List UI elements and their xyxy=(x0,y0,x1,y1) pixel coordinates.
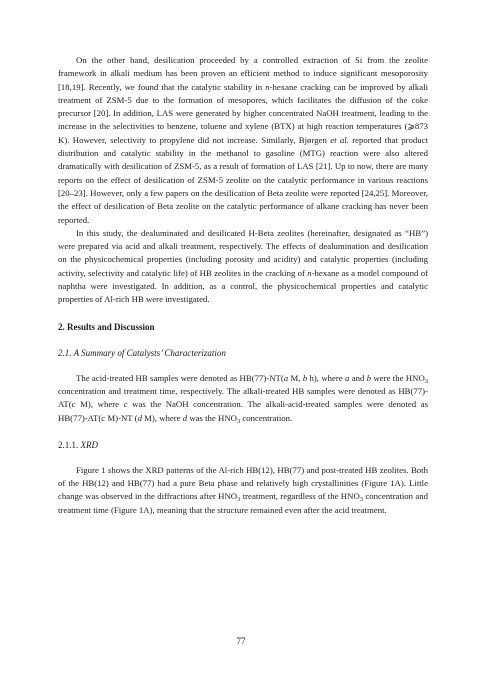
text-run: concentration. xyxy=(240,412,293,423)
text-run: The acid-treated HB samples were denoted as HB(77)-NT( xyxy=(76,372,284,383)
italic-run: c xyxy=(123,399,128,410)
text-run: h), where xyxy=(307,372,346,383)
italic-run: c xyxy=(101,412,106,423)
text-run: In this study, the dealuminated and desilicated H-Beta zeolites (hereinafter, designated as “HB”) were prepared via acid and alkali treatment, respectively. The effects of dealumination and desilication on the physicochemical properties (including porosity and acidity) and catalytic properties (including activity, selectivity and catalytic life) of HB zeolites in the cracking of xyxy=(58,227,428,278)
subscript-run: 3 xyxy=(237,496,241,504)
italic-run: et al. xyxy=(330,134,349,145)
text-run: M)-NT ( xyxy=(105,412,138,423)
text-run: was the HNO xyxy=(187,412,237,423)
text-run: M), where xyxy=(75,399,124,410)
text-run: -hexane cracking can be improved by alkali treatment of ZSM-5 due to the formation of mesopores, which facilitates the diffusion of the coke precursor [20]. In addition, LAS were generated by higher concentrated NaOH treatment, leading to the increase in the selectivities to benzene, toluene and xylene (BTX) at high reaction temperatures (⩾873 K). However, selectivity to propylene did not increase. Similarly, Bjørgen xyxy=(58,81,429,145)
text-run: Figure 1 shows the XRD patterns of the Al-rich HB(12), HB(77) and post-treated HB zeolites. Both of the HB(12) and HB(77) had a pure Beta phase and relatively high crystallinities (Figure 1A). Little change was observed in the diffractions after HNO xyxy=(58,464,428,502)
paragraph-sample-naming xyxy=(58,372,428,425)
italic-run: n xyxy=(265,81,270,92)
italic-run: a xyxy=(283,372,289,383)
text-run: M), where xyxy=(141,412,183,423)
paragraph-this-study xyxy=(58,227,428,307)
text-run: treatment, regardless of the HNO xyxy=(240,491,360,502)
page-number: 77 xyxy=(236,636,246,646)
italic-run: d xyxy=(182,412,188,423)
italic-run: b xyxy=(302,372,308,383)
text-run: On the other hand, desilication proceeded by a controlled extraction of Si from the zeolite framework in alkali medium has been proven an efficient method to induce significant mesoporosity [18,19]. Recently, we found that the catalytic stability in xyxy=(58,55,428,92)
text-run: and xyxy=(349,372,367,383)
subscript-run: 3 xyxy=(424,377,429,385)
text-run: was the NaOH concentration. The alkali-acid-treated samples were denoted as HB(77)-AT( xyxy=(58,399,428,423)
italic-run: d xyxy=(137,412,142,423)
text-run: M, xyxy=(288,372,303,383)
italic-run: b xyxy=(366,372,372,383)
italic-run: a xyxy=(345,372,350,383)
subscript-run: 3 xyxy=(359,496,364,504)
subsection-heading: 2.1. A Summary of Catalysts’ Characterization xyxy=(58,347,226,358)
paragraph-desilication xyxy=(58,54,428,227)
heading-number: 2.1.1. xyxy=(58,439,79,450)
heading-title: XRD xyxy=(80,439,98,450)
text-run: were the HNO xyxy=(371,372,425,383)
text-run: -hexane as a model compound of naphtha were investigated. In addition, as a control, the physicochemical properties and catalytic properties of Al-rich HB were investigated. xyxy=(58,267,428,305)
italic-run: n xyxy=(307,267,312,278)
subsubsection-heading xyxy=(58,439,428,452)
text-run: concentration and treatment time (Figure 1A), meaning that the structure remained even after the acid treatment. xyxy=(58,491,428,515)
italic-run: c xyxy=(71,399,76,410)
subscript-run: 3 xyxy=(236,417,241,425)
paragraph-xrd xyxy=(58,464,428,517)
body-text xyxy=(58,54,428,517)
text-run: reported that product distribution and catalytic stability in the methanol to gasoline (MTG) reaction were also altered dramatically with desilication of ZSM-5, as a result of formation of LAS [21]. Up to now, there are many reports on the effect of desilication of ZSM-5 zeolite on the catalytic performance in various reactions [20–23]. However, only a few papers on the desilication of Beta zeolite were reported [24,25]. Moreover, the effect of desilication of Beta zeolite on the catalytic performance of alkane cracking has never been reported. xyxy=(58,134,428,225)
text-run: concentration and treatment time, respectively. The alkali-treated HB samples were denoted as HB(77)-AT( xyxy=(58,385,428,410)
section-heading: 2. Results and Discussion xyxy=(58,321,155,332)
